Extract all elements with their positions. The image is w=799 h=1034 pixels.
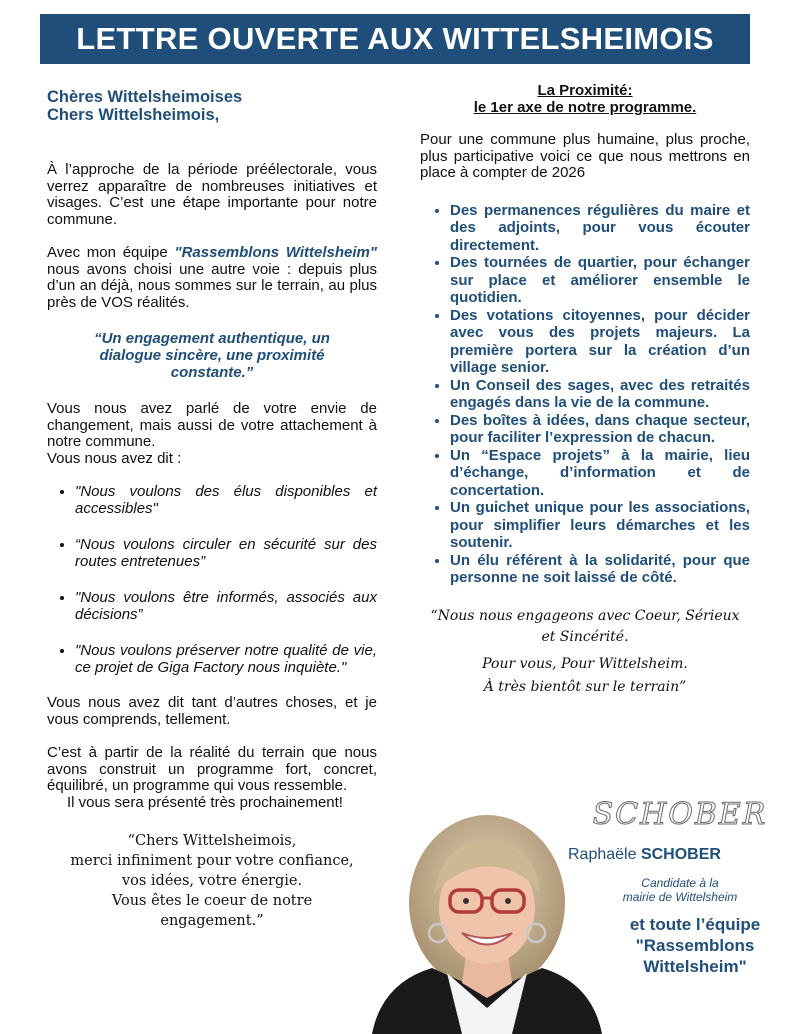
closing-line: merci infiniment pour votre confiance, bbox=[70, 853, 354, 869]
team-credit bbox=[600, 914, 790, 977]
page-title: LETTRE OUVERTE AUX WITTELSHEIMOIS bbox=[40, 14, 750, 64]
right-column bbox=[420, 82, 750, 701]
list-item: • Un “Espace projets” à la mairie, lieu d’échange, d’information et de concertation. bbox=[450, 447, 750, 500]
list-item: • Un Conseil des sages, avec des retraités engagés dans la vie de la commune. bbox=[450, 377, 750, 412]
script-line: et Sincérité. bbox=[541, 628, 629, 645]
team-line: "Rassemblons bbox=[635, 936, 755, 955]
paragraph-intro: À l’approche de la période préélectorale, vous verrez apparaître de nombreuses initiatives et visages. C’est une étape importante pour notre commune. bbox=[47, 161, 377, 228]
candidate-first-name: Raphaële bbox=[568, 846, 641, 863]
list-item: • Des votations citoyennes, pour décider avec vous des projets majeurs. La première portera sur la création d’un village senior. bbox=[450, 307, 750, 377]
greeting-line: Chères Wittelsheimoises bbox=[47, 88, 243, 106]
candidate-name bbox=[568, 846, 768, 864]
greeting-line: Chers Wittelsheimois, bbox=[47, 106, 220, 124]
closing-line: vos idées, votre énergie. bbox=[121, 873, 303, 889]
engagement-quote: “Un engagement authentique, un dialogue sincère, une proximité constante.” bbox=[94, 330, 330, 381]
list-item: • Des permanences régulières du maire et des adjoints, pour vous écouter directement. bbox=[450, 202, 750, 255]
commitments-list bbox=[420, 202, 750, 587]
engagement-signature-text bbox=[420, 603, 750, 701]
greeting bbox=[47, 88, 377, 124]
text: nous avons choisi une autre voie : depuis plus d’un an déjà, nous sommes sur le terrain, au plus près de VOS réalités. bbox=[47, 260, 377, 311]
team-line: et toute l’équipe bbox=[629, 915, 761, 934]
section-title-line: le 1er axe de notre programme. bbox=[473, 99, 697, 116]
role-line: mairie de Wittelsheim bbox=[622, 890, 738, 904]
closing-line: Vous êtes le coeur de notre bbox=[111, 893, 313, 909]
signature-text: SCHOBER bbox=[592, 797, 768, 832]
closing-line: engagement.” bbox=[160, 913, 264, 929]
text: Avec mon équipe bbox=[47, 244, 175, 261]
section-title bbox=[420, 82, 750, 116]
list-item: • Un guichet unique pour les associations, pour simplifier leurs démarches et les soutenir. bbox=[450, 499, 750, 552]
list-item: • Un élu référent à la solidarité, pour que personne ne soit laissé de côté. bbox=[450, 552, 750, 587]
left-column bbox=[47, 82, 377, 931]
list-item: • "Nous voulons préserver notre qualité de vie, ce projet de Giga Factory nous inquiète." bbox=[75, 642, 377, 676]
team-line: Wittelsheim" bbox=[643, 957, 747, 976]
list-item: • "Nous voulons des élus disponibles et accessibles" bbox=[75, 483, 377, 517]
paragraph-presentation: Il vous sera présenté très prochainement! bbox=[67, 793, 343, 811]
list-item: • "Nous voulons être informés, associés aux décisions” bbox=[75, 589, 377, 623]
paragraph-team bbox=[47, 245, 377, 311]
candidate-photo bbox=[362, 808, 612, 1034]
list-item: • “Nous voulons circuler en sécurité sur des routes entretenues” bbox=[75, 536, 377, 570]
closing-line: “Chers Wittelsheimois, bbox=[127, 833, 297, 849]
closing-quote bbox=[47, 831, 377, 931]
paragraph-you-said: Vous nous avez dit : bbox=[47, 449, 182, 467]
section-title-line: La Proximité: bbox=[537, 82, 633, 99]
paragraph-program: C’est à partir de la réalité du terrain que nous avons construit un programme fort, concret, équilibré, un programme qui vous ressemble. bbox=[47, 744, 377, 794]
candidate-role bbox=[600, 876, 760, 904]
script-line: Pour vous, Pour Wittelsheim. bbox=[482, 655, 688, 672]
program-intro: Pour une commune plus humaine, plus proche, plus participative voici ce que nous mettrons en place à compter de 2026 bbox=[420, 131, 750, 181]
citizen-quotes-list bbox=[47, 483, 377, 676]
candidate-last-name: SCHOBER bbox=[640, 846, 721, 863]
team-name: "Rassemblons Wittelsheim" bbox=[174, 244, 377, 261]
script-line: “Nous nous engageons avec Coeur, Sérieux bbox=[430, 607, 740, 624]
list-item: • Des boîtes à idées, dans chaque secteur, pour faciliter l’expression de chacun. bbox=[450, 412, 750, 447]
script-line: À très bientôt sur le terrain” bbox=[483, 678, 687, 695]
list-item: • Des tournées de quartier, pour échanger sur place et améliorer ensemble le quotidien. bbox=[450, 254, 750, 307]
role-line: Candidate à la bbox=[641, 876, 719, 890]
paragraph-understanding: Vous nous avez dit tant d’autres choses, et je vous comprends, tellement. bbox=[47, 694, 377, 728]
paragraph-feedback: Vous nous avez parlé de votre envie de changement, mais aussi de votre attachement à notre commune. bbox=[47, 400, 377, 450]
